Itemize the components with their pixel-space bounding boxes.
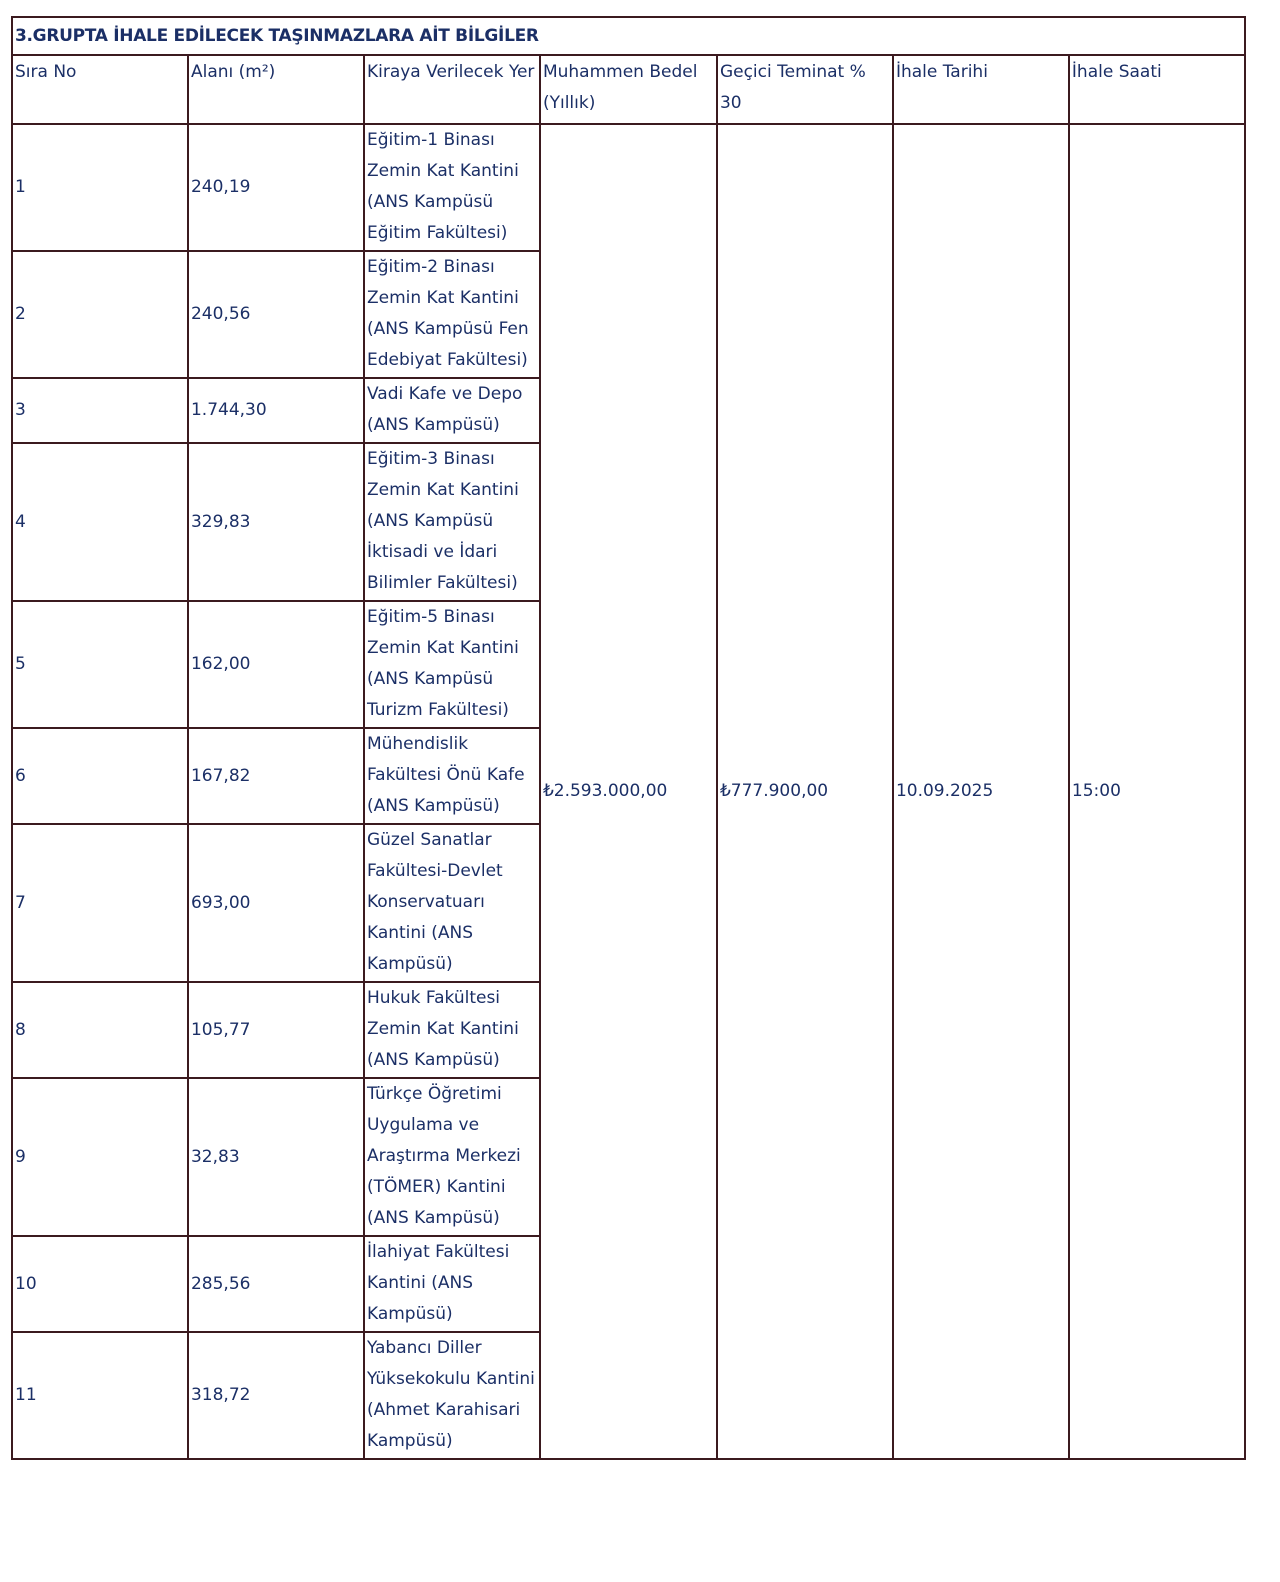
cell-yer: Yabancı Diller Yüksekokulu Kantini (Ahmet Karahisari Kampüsü) [364,1332,540,1459]
cell-sira-no: 10 [12,1236,188,1332]
cell-alani: 240,56 [188,251,364,378]
header-kiraya-verilecek-yer: Kiraya Verilecek Yer [364,55,540,124]
cell-alani: 105,77 [188,982,364,1078]
cell-yer: Türkçe Öğretimi Uygulama ve Araştırma Merkezi (TÖMER) Kantini (ANS Kampüsü) [364,1078,540,1236]
cell-sira-no: 6 [12,728,188,824]
cell-sira-no: 7 [12,824,188,982]
table-title: 3.GRUPTA İHALE EDİLECEK TAŞINMAZLARA AİT BİLGİLER [12,17,1245,55]
cell-yer: Vadi Kafe ve Depo (ANS Kampüsü) [364,378,540,443]
cell-yer: Güzel Sanatlar Fakültesi-Devlet Konservatuarı Kantini (ANS Kampüsü) [364,824,540,982]
cell-ihale-saati: 15:00 [1069,124,1245,1459]
header-alani: Alanı (m²) [188,55,364,124]
cell-yer: Eğitim-5 Binası Zemin Kat Kantini (ANS Kampüsü Turizm Fakültesi) [364,601,540,728]
cell-sira-no: 8 [12,982,188,1078]
cell-sira-no: 3 [12,378,188,443]
header-ihale-tarihi: İhale Tarihi [893,55,1069,124]
cell-sira-no: 4 [12,443,188,601]
cell-yer: Mühendislik Fakültesi Önü Kafe (ANS Kampüsü) [364,728,540,824]
header-sira-no: Sıra No [12,55,188,124]
header-row [12,55,1245,124]
cell-alani: 167,82 [188,728,364,824]
cell-alani: 329,83 [188,443,364,601]
cell-alani: 162,00 [188,601,364,728]
cell-alani: 32,83 [188,1078,364,1236]
cell-alani: 1.744,30 [188,378,364,443]
cell-gecici-teminat: ₺777.900,00 [717,124,893,1459]
cell-sira-no: 5 [12,601,188,728]
cell-alani: 318,72 [188,1332,364,1459]
header-ihale-saati: İhale Saati [1069,55,1245,124]
cell-yer: Eğitim-1 Binası Zemin Kat Kantini (ANS Kampüsü Eğitim Fakültesi) [364,124,540,251]
cell-sira-no: 2 [12,251,188,378]
cell-alani: 285,56 [188,1236,364,1332]
header-gecici-teminat: Geçici Teminat % 30 [717,55,893,124]
cell-alani: 240,19 [188,124,364,251]
cell-ihale-tarihi: 10.09.2025 [893,124,1069,1459]
cell-alani: 693,00 [188,824,364,982]
cell-sira-no: 1 [12,124,188,251]
table-row [12,124,1245,251]
header-muhammen-bedel: Muhammen Bedel (Yıllık) [540,55,717,124]
tender-table [11,16,1246,1460]
document-page [11,16,1246,1460]
cell-sira-no: 11 [12,1332,188,1459]
cell-sira-no: 9 [12,1078,188,1236]
cell-yer: İlahiyat Fakültesi Kantini (ANS Kampüsü) [364,1236,540,1332]
cell-yer: Eğitim-3 Binası Zemin Kat Kantini (ANS Kampüsü İktisadi ve İdari Bilimler Fakültesi) [364,443,540,601]
cell-muhammen-bedel: ₺2.593.000,00 [540,124,717,1459]
cell-yer: Eğitim-2 Binası Zemin Kat Kantini (ANS Kampüsü Fen Edebiyat Fakültesi) [364,251,540,378]
cell-yer: Hukuk Fakültesi Zemin Kat Kantini (ANS Kampüsü) [364,982,540,1078]
